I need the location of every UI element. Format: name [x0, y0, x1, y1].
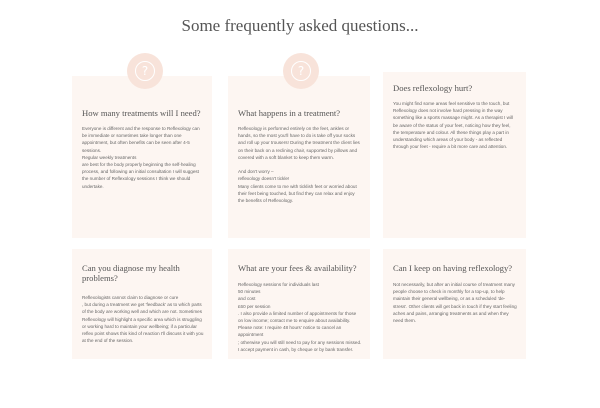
question-mark-icon: ?	[127, 53, 163, 89]
faq-card-keep-having	[383, 249, 526, 359]
faq-question: What happens in a treatment?	[238, 108, 341, 118]
faq-question: Can I keep on having reflexology?	[393, 263, 513, 273]
faq-card-does-it-hurt	[383, 72, 526, 238]
faq-answer: Not necessarily, but after an initial course of treatment many people choose to check in monthly for a top-up, to help maintain their general wellbeing, or as a scheduled 'de-stress'. Other clients will get back in touch if they start feeling aches and pains, arranging treatments as and when they need them.	[393, 282, 517, 324]
faq-card-diagnose	[72, 249, 212, 359]
faq-question: What are your fees & availability?	[238, 263, 357, 273]
faq-question: Does reflexology hurt?	[393, 83, 473, 93]
faq-answer: Reflexology sessions for individuals last 50 minutes and cost £60 per session . I also provide a limited number of appointments for those on low income; contact me to enquire about availability. Please note: I require 48 hours' notice to cancel an appointment ; otherwise you will still need to pay for any sessions missed. I accept payment in cash, by cheque or by bank transfer.	[238, 282, 362, 352]
faq-answer: Reflexology is performed entirely on the feet, ankles or hands, so the most you'll have to do is take off your socks and roll up your trousers! During the treatment the client lies on their back on a reclining chair, supported by pillows and covered with a soft blanket to keep them warm. And don't worry – reflexology doesn't tickle! Many clients come to me with ticklish feet or worried about their feet being touched, but find they can relax and enjoy the benefits of Reflexology.	[238, 126, 360, 204]
faq-question: Can you diagnose my health problems?	[82, 263, 180, 283]
faq-card-treatments	[72, 76, 212, 238]
faq-question: How many treatments will I need?	[82, 108, 201, 118]
faq-answer: Reflexologists cannot claim to diagnose or cure , but during a treatment we get 'feedback' as to which parts of the body are working well and which are not. Sometimes Reflexology will highlight a specific area which is struggling or working hard to maintain your wellbeing; if a particular reflex point shows this kind of reaction I'll discuss it with you at the end of the session.	[82, 295, 204, 344]
faq-answer: You might find some areas feel sensitive to the touch, but Reflexology does not involve hard pressing in the way something like a sports massage might. As a therapist I will be aware of the status of your feet, noticing how they feel, the temperature and colour. All these things play a part in understanding which areas of your body - as reflected through your feet - require a bit more care and attention.	[393, 101, 514, 150]
question-mark-icon: ?	[283, 53, 319, 89]
faq-card-what-happens	[228, 76, 370, 238]
faq-answer: Everyone is different and the response to Reflexology can be immediate or sometimes take longer than one appointment, but often benefits can be seen after 4-5 sessions. Regular weekly treatments are best for the body properly beginning the self-healing process, and following an initial consultation I will suggest the number of Reflexology sessions I think we should undertake.	[82, 126, 200, 189]
page-title: Some frequently asked questions...	[181, 16, 419, 35]
faq-card-fees	[228, 249, 370, 359]
